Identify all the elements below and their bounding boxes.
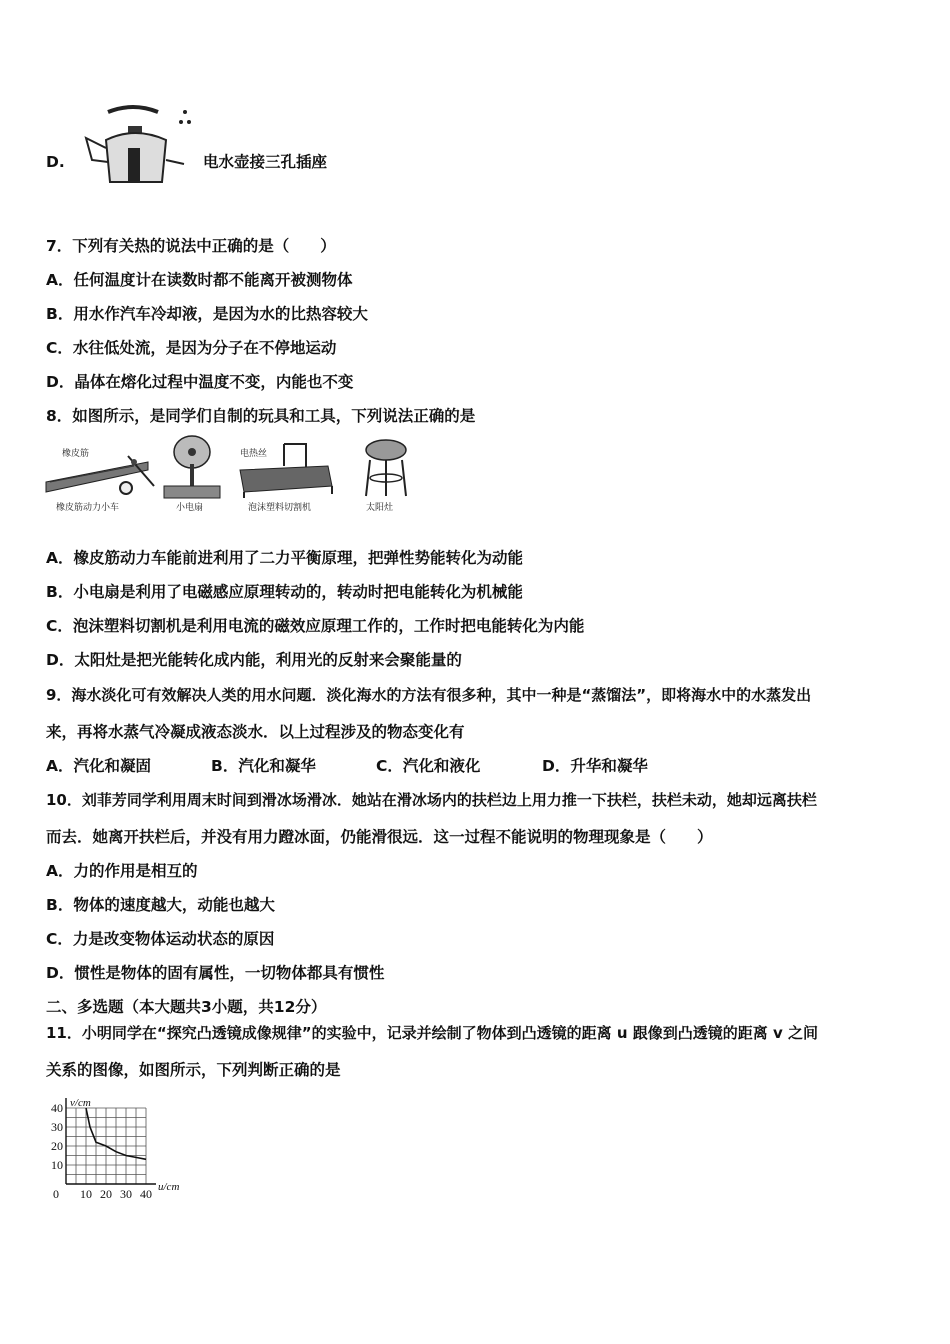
y-axis-label: v/cm: [70, 1097, 91, 1109]
kettle-plug-illustration: [78, 102, 198, 190]
q8-option-a: A．橡皮筋动力车能前进利用了二力平衡原理，把弹性势能转化为动能: [46, 549, 523, 567]
section-title: 二、多选题（本大题共3小题，共12分）: [46, 998, 327, 1016]
q8-option-b: B．小电扇是利用了电磁感应原理转动的，转动时把电能转化为机械能: [46, 583, 523, 601]
origin-label: 0: [53, 1187, 59, 1201]
q10-option-b: B．物体的速度越大，动能也越大: [46, 896, 275, 914]
heating-wire-label: 电热丝: [240, 449, 268, 459]
rubber-band-car-caption: 橡皮筋动力小车: [56, 503, 120, 513]
q8-stem: 8．如图所示，是同学们自制的玩具和工具，下列说法正确的是: [46, 407, 476, 425]
q7-option-d: D．晶体在熔化过程中温度不变，内能也不变: [46, 373, 354, 391]
solar-stove-illustration: [356, 436, 412, 498]
q10-option-c: C．力是改变物体运动状态的原因: [46, 930, 275, 948]
foam-cutter-caption: 泡沫塑料切割机: [248, 503, 312, 513]
q9-option-c: C．汽化和液化: [376, 757, 481, 775]
y-tick-label: 30: [51, 1120, 63, 1134]
q9-option-d: D．升华和凝华: [542, 757, 648, 775]
x-tick-label: 10: [80, 1187, 92, 1201]
rubber-band-label: 橡皮筋: [62, 449, 90, 459]
q7-stem: 7．下列有关热的说法中正确的是（ ）: [46, 237, 336, 255]
x-tick-label: 40: [140, 1187, 152, 1201]
q10-stem-line1: 10．刘菲芳同学利用周末时间到滑冰场滑冰．她站在滑冰场内的扶栏边上用力推一下扶栏，扶栏未动，她却远离扶栏: [46, 791, 817, 809]
q10-option-a: A．力的作用是相互的: [46, 862, 198, 880]
y-tick-label: 10: [51, 1158, 63, 1172]
y-tick-label: 40: [51, 1101, 63, 1115]
q9-option-b: B．汽化和凝华: [211, 757, 316, 775]
uv-graph: [40, 1092, 210, 1204]
rubber-band-car-illustration: [44, 440, 156, 496]
x-tick-label: 30: [120, 1187, 132, 1201]
q8-option-c: C．泡沫塑料切割机是利用电流的磁效应原理工作的，工作时把电能转化为内能: [46, 617, 585, 635]
q8-option-d: D．太阳灶是把光能转化成内能，利用光的反射来会聚能量的: [46, 651, 462, 669]
solar-stove-caption: 太阳灶: [366, 503, 394, 513]
q9-stem-line1: 9．海水淡化可有效解决人类的用水问题．淡化海水的方法有很多种，其中一种是“蒸馏法”，即将海水中的水蒸发出: [46, 686, 812, 704]
y-tick-label: 20: [51, 1139, 63, 1153]
q7-option-a: A．任何温度计在读数时都不能离开被测物体: [46, 271, 353, 289]
q11-stem-line2: 关系的图像，如图所示，下列判断正确的是: [46, 1061, 341, 1079]
small-fan-illustration: [156, 434, 226, 500]
q10-stem-line2: 而去．她离开扶栏后，并没有用力蹬冰面，仍能滑很远．这一过程不能说明的物理现象是（ ）: [46, 828, 713, 846]
x-axis-label: u/cm: [158, 1181, 180, 1193]
x-tick-label: 20: [100, 1187, 112, 1201]
q6-option-d-letter: D.: [46, 153, 65, 171]
q10-option-d: D．惯性是物体的固有属性，一切物体都具有惯性: [46, 964, 385, 982]
fan-caption: 小电扇: [176, 503, 204, 513]
q11-stem-line1: 11．小明同学在“探究凸透镜成像规律”的实验中，记录并绘制了物体到凸透镜的距离 u 跟像到凸透镜的距离 v 之间: [46, 1024, 818, 1042]
q6-option-d-text: 电水壶接三孔插座: [203, 153, 328, 171]
q9-option-a: A．汽化和凝固: [46, 757, 151, 775]
q7-option-c: C．水往低处流，是因为分子在不停地运动: [46, 339, 337, 357]
q9-stem-line2: 来，再将水蒸气冷凝成液态淡水．以上过程涉及的物态变化有: [46, 723, 465, 741]
q7-option-b: B．用水作汽车冷却液，是因为水的比热容较大: [46, 305, 368, 323]
